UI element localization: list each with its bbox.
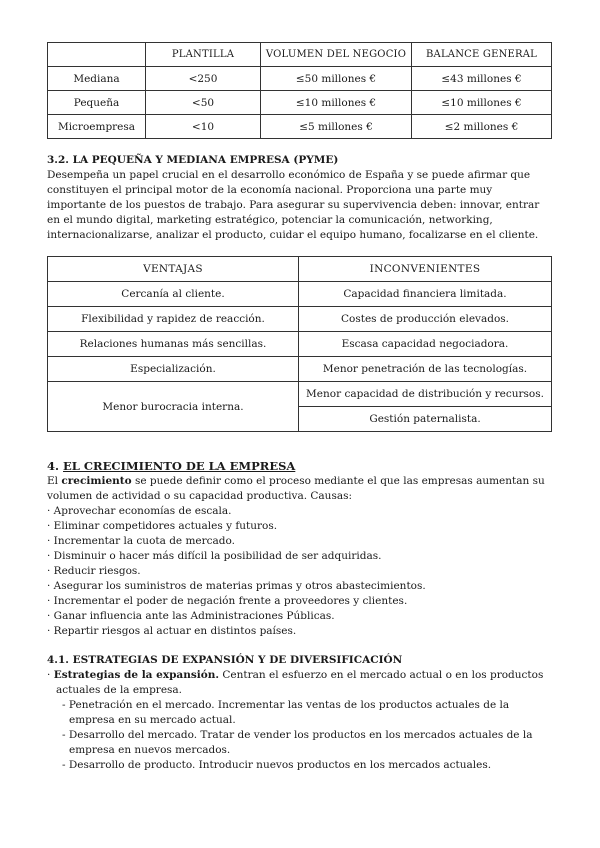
strategies-list [47, 698, 551, 773]
list-item: · Aprovechar economías de escala. [47, 505, 232, 517]
table-header-row [48, 257, 552, 282]
list-item: · Asegurar los suministros de materias primas y otros abastecimientos. [47, 580, 426, 592]
table-cell: Menor capacidad de distribución y recursos. [299, 382, 552, 407]
table-row [48, 115, 552, 139]
table-cell: Menor burocracia interna. [48, 382, 299, 432]
list-item: · Eliminar competidores actuales y futuros. [47, 520, 278, 532]
table-header-cell: BALANCE GENERAL [412, 43, 552, 67]
table-row [48, 91, 552, 115]
strategies-intro [47, 668, 551, 698]
table-row [48, 332, 552, 357]
list-item: · Disminuir o hacer más difícil la posibilidad de ser adquiridas. [47, 550, 382, 562]
table-cell: ≤2 millones € [412, 115, 552, 139]
table-cell: Escasa capacidad negociadora. [299, 332, 552, 357]
table-cell: ≤10 millones € [412, 91, 552, 115]
growth-number: 4. [47, 459, 60, 473]
table-header-cell: VOLUMEN DEL NEGOCIO [261, 43, 412, 67]
table-cell: Flexibilidad y rapidez de reacción. [48, 307, 299, 332]
table-cell: Gestión paternalista. [299, 407, 552, 432]
table-cell: ≤43 millones € [412, 67, 552, 91]
table-cell: Cercanía al cliente. [48, 282, 299, 307]
table-cell: Relaciones humanas más sencillas. [48, 332, 299, 357]
document-page [47, 42, 551, 773]
growth-intro [47, 474, 551, 504]
company-size-table [47, 42, 552, 139]
intro-bold: crecimiento [61, 475, 132, 487]
causes-list [47, 504, 551, 639]
table-cell: ≤50 millones € [261, 67, 412, 91]
list-item: · Reducir riesgos. [47, 565, 141, 577]
list-item: · Repartir riesgos al actuar en distintos países. [47, 625, 297, 637]
list-item: · Incrementar la cuota de mercado. [47, 535, 236, 547]
table-header-row [48, 43, 552, 67]
table-cell: <50 [146, 91, 261, 115]
strategies-label: Estrategias de la expansión. [53, 669, 220, 681]
table-row [48, 67, 552, 91]
table-cell: Especialización. [48, 357, 299, 382]
pyme-paragraph: Desempeña un papel crucial en el desarrollo económico de España y se puede afirmar que constituyen el principal motor de la economía nacional. Proporciona una parte muy importante de los puestos de trabajo. Para asegurar su supervivencia deben: innovar, entrar en el mundo digital, marketing estratégico, potenciar la comunicación, networking, internacionalizarse, analizar el producto, cuidar el equipo humano, focalizarse en el cliente. [47, 169, 540, 241]
table-cell: <10 [146, 115, 261, 139]
table-cell: ≤10 millones € [261, 91, 412, 115]
table-header-cell [48, 43, 146, 67]
table-cell: Capacidad financiera limitada. [299, 282, 552, 307]
intro-text: se puede definir como el proceso mediante el que las empresas aumentan su volumen de actividad o su capacidad productiva. Causas: [47, 475, 545, 502]
table-cell: Microempresa [48, 115, 146, 139]
table-cell: <250 [146, 67, 261, 91]
table-cell: Menor penetración de las tecnologías. [299, 357, 552, 382]
list-item: · Ganar influencia ante las Administraciones Públicas. [47, 610, 335, 622]
pyme-heading: 3.2. LA PEQUEÑA Y MEDIANA EMPRESA (PYME) [47, 154, 339, 166]
table-row [48, 382, 552, 407]
strategies-intro-text: Centran el esfuerzo en el mercado actual o en los productos actuales de la empresa. [56, 669, 544, 696]
list-item: · Incrementar el poder de negación frente a proveedores y clientes. [47, 595, 408, 607]
list-item: - Desarrollo del mercado. Tratar de vender los productos en los mercados actuales de la empresa en nuevos mercados. [62, 729, 533, 756]
growth-title: EL CRECIMIENTO DE LA EMPRESA [63, 459, 296, 473]
table-header-cell: VENTAJAS [48, 257, 299, 282]
table-cell: Mediana [48, 67, 146, 91]
strategies-heading: 4.1. ESTRATEGIAS DE EXPANSIÓN Y DE DIVERSIFICACIÓN [47, 654, 403, 666]
advantages-table [47, 256, 552, 432]
bullet: · [47, 669, 51, 681]
table-row [48, 307, 552, 332]
intro-text: El [47, 475, 62, 487]
table-cell: ≤5 millones € [261, 115, 412, 139]
table-cell: Costes de producción elevados. [299, 307, 552, 332]
table-header-cell: PLANTILLA [146, 43, 261, 67]
growth-heading [47, 458, 551, 474]
list-item: - Penetración en el mercado. Incrementar las ventas de los productos actuales de la empresa en su mercado actual. [62, 699, 510, 726]
list-item: - Desarrollo de producto. Introducir nuevos productos en los mercados actuales. [62, 759, 492, 771]
table-row [48, 357, 552, 382]
table-header-cell: INCONVENIENTES [299, 257, 552, 282]
table-cell: Pequeña [48, 91, 146, 115]
table-row [48, 282, 552, 307]
